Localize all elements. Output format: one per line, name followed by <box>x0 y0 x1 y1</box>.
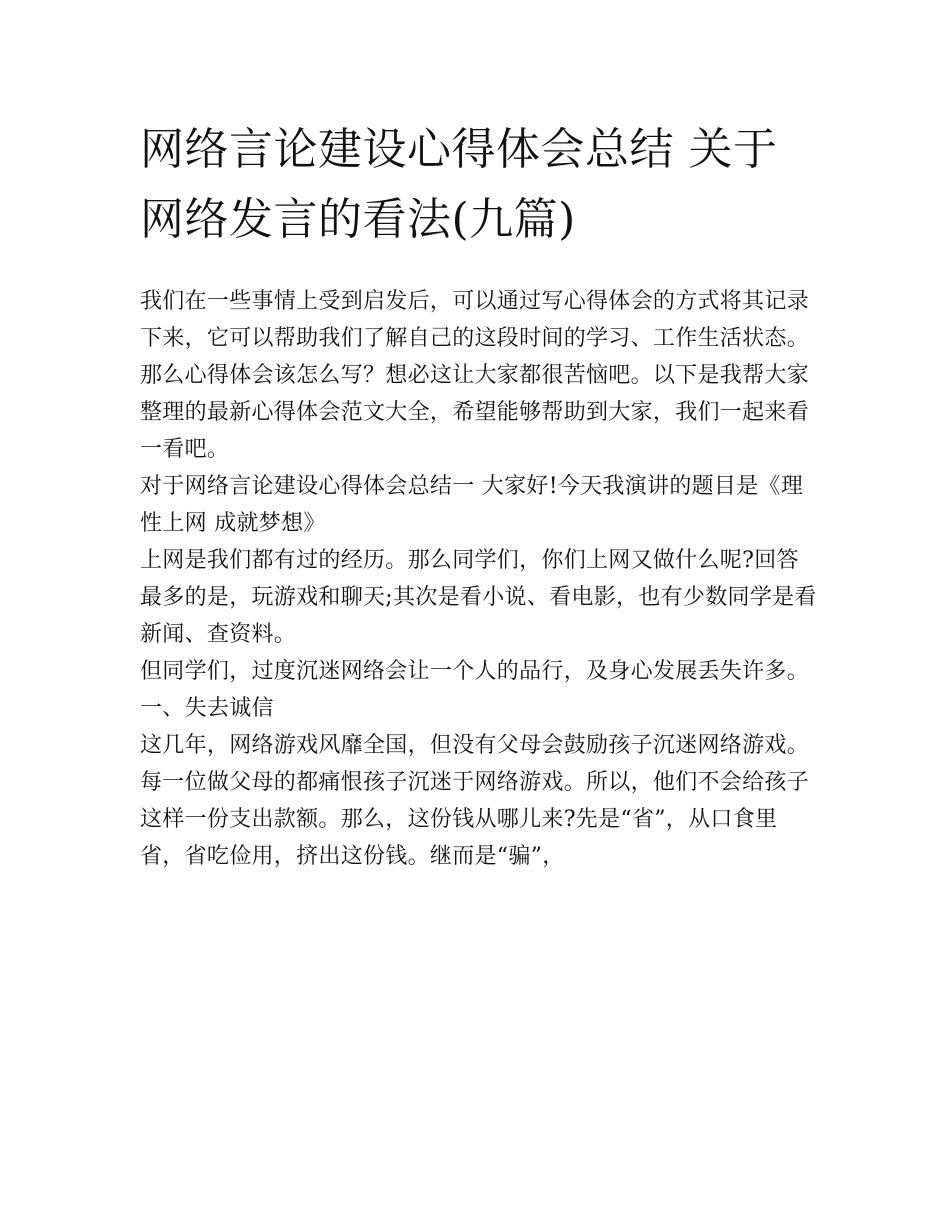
paragraph-online-activities: 上网是我们都有过的经历。那么同学们，你们上网又做什么呢?回答最多的是，玩游戏和聊天;其次是看小说、看电影，也有少数同学是看新闻、查资料。 <box>140 548 817 647</box>
paragraph-intro: 我们在一些事情上受到启发后，可以通过写心得体会的方式将其记录下来，它可以帮助我们了解自己的这段时间的学习、工作生活状态。那么心得体会该怎么写？想必这让大家都很苦恼吧。以下是我帮大家整理的最新心得体会范文大全，希望能够帮助到大家，我们一起来看一看吧。 <box>140 289 810 462</box>
paragraph-addiction-losses: 但同学们，过度沉迷网络会让一个人的品行，及身心发展丢失许多。 一、失去诚信 <box>140 659 810 721</box>
document-title: 网络言论建设心得体会总结 关于网络发言的看法(九篇) <box>140 124 778 245</box>
paragraph-online-games: 这几年，网络游戏风靡全国，但没有父母会鼓励孩子沉迷网络游戏。每一位做父母的都痛恨孩子沉迷于网络游戏。所以，他们不会给孩子这样一份支出款额。那么，这份钱从哪儿来?先是“省”，从口食里省，省吃俭用，挤出这份钱。继而是“骗”， <box>140 733 810 869</box>
document-body <box>140 283 820 875</box>
paragraph-speech-opening: 对于网络言论建设心得体会总结一 大家好!今天我演讲的题目是《理性上网 成就梦想》 <box>140 474 804 536</box>
